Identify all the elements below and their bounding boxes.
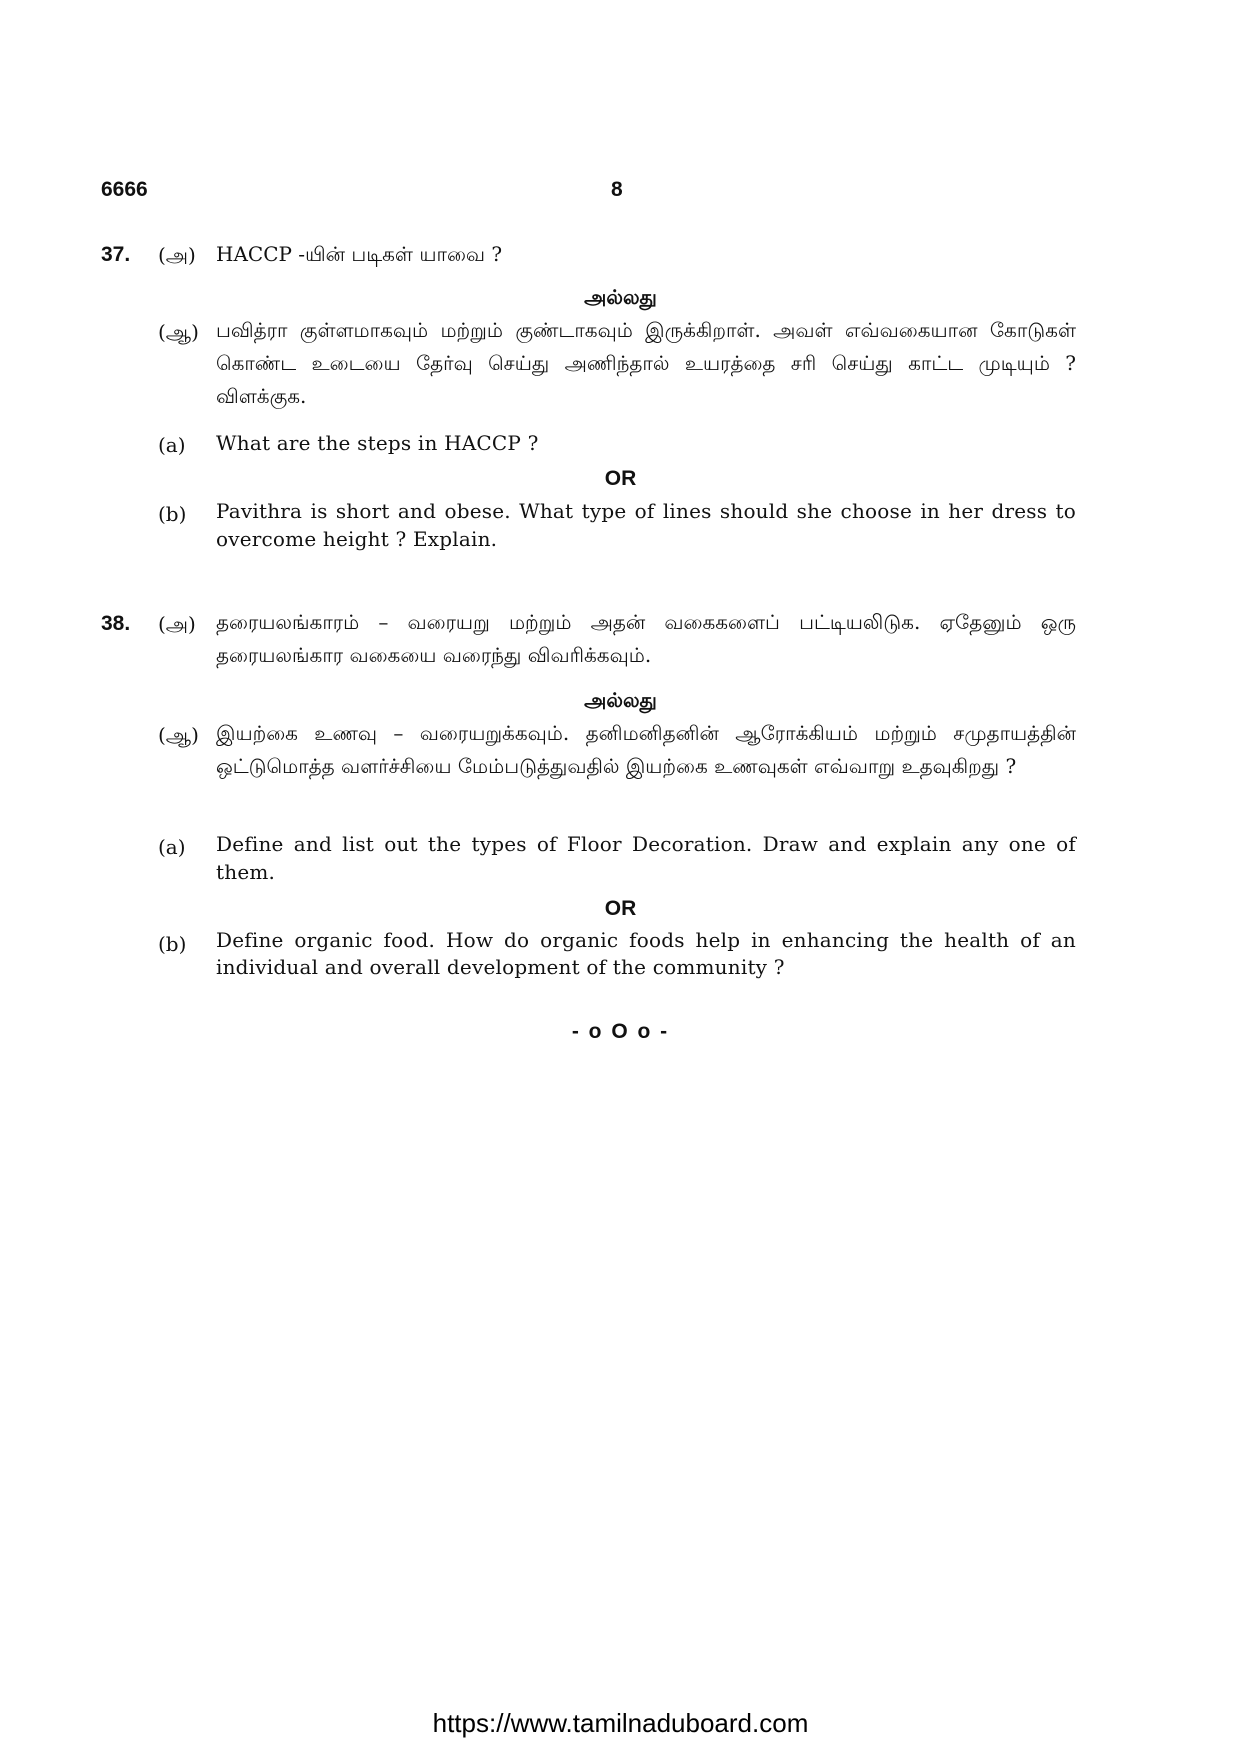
end-of-paper-mark: - o O o - bbox=[571, 1020, 670, 1043]
option-en-a-mark: (a) bbox=[158, 433, 186, 457]
option-en-a-text: What are the steps in HACCP ? bbox=[216, 431, 539, 455]
option-ta-b-text: இயற்கை உணவு – வரையறுக்கவும். தனிமனிதனின் ஆரோக்கியம் மற்றும் சமுதாயத்தின் ஒட்டுமொத்த வளர்ச்சியை மேம்படுத்துவதில் இயற்கை உணவுகள் எவ்வாறு உதவுகிறது ? bbox=[216, 721, 1076, 778]
option-en-a-mark: (a) bbox=[158, 835, 186, 859]
option-en-b-mark: (b) bbox=[158, 502, 187, 526]
or-separator-english: OR bbox=[604, 897, 637, 920]
option-ta-a-text: தரையலங்காரம் – வரையறு மற்றும் அதன் வகைகளைப் பட்டியலிடுக. ஏதேனும் ஒரு தரையலங்கார வகையை வரைந்து விவரிக்கவும். bbox=[216, 610, 1076, 667]
footer-url[interactable]: https://www.tamilnaduboard.com bbox=[432, 1708, 809, 1738]
paper-code: 6666 bbox=[101, 178, 148, 201]
or-separator-tamil: அல்லது bbox=[584, 285, 657, 309]
or-separator-english: OR bbox=[604, 467, 637, 490]
or-separator-tamil: அல்லது bbox=[584, 688, 657, 712]
page-number: 8 bbox=[611, 178, 623, 201]
option-ta-a-mark: (அ) bbox=[158, 612, 196, 636]
option-en-a-text: Define and list out the types of Floor Decoration. Draw and explain any one of them. bbox=[216, 832, 1076, 884]
option-ta-b-text: பவித்ரா குள்ளமாகவும் மற்றும் குண்டாகவும் இருக்கிறாள். அவள் எவ்வகையான கோடுகள் கொண்ட உடையை தேர்வு செய்து அணிந்தால் உயரத்தை சரி செய்து காட்ட முடியும் ? விளக்குக. bbox=[216, 318, 1076, 408]
option-ta-b-mark: (ஆ) bbox=[158, 723, 199, 747]
question-number: 38. bbox=[101, 612, 131, 635]
option-ta-a-text: HACCP -யின் படிகள் யாவை ? bbox=[216, 242, 503, 266]
option-ta-b-mark: (ஆ) bbox=[158, 320, 199, 344]
option-en-b-text: Define organic food. How do organic foods help in enhancing the health of an individual and overall development of the community ? bbox=[216, 928, 1076, 979]
option-en-b-text: Pavithra is short and obese. What type of lines should she choose in her dress to overcome height ? Explain. bbox=[216, 499, 1076, 551]
option-ta-a-mark: (அ) bbox=[158, 243, 196, 267]
option-en-b-mark: (b) bbox=[158, 932, 187, 956]
question-number: 37. bbox=[101, 243, 131, 266]
